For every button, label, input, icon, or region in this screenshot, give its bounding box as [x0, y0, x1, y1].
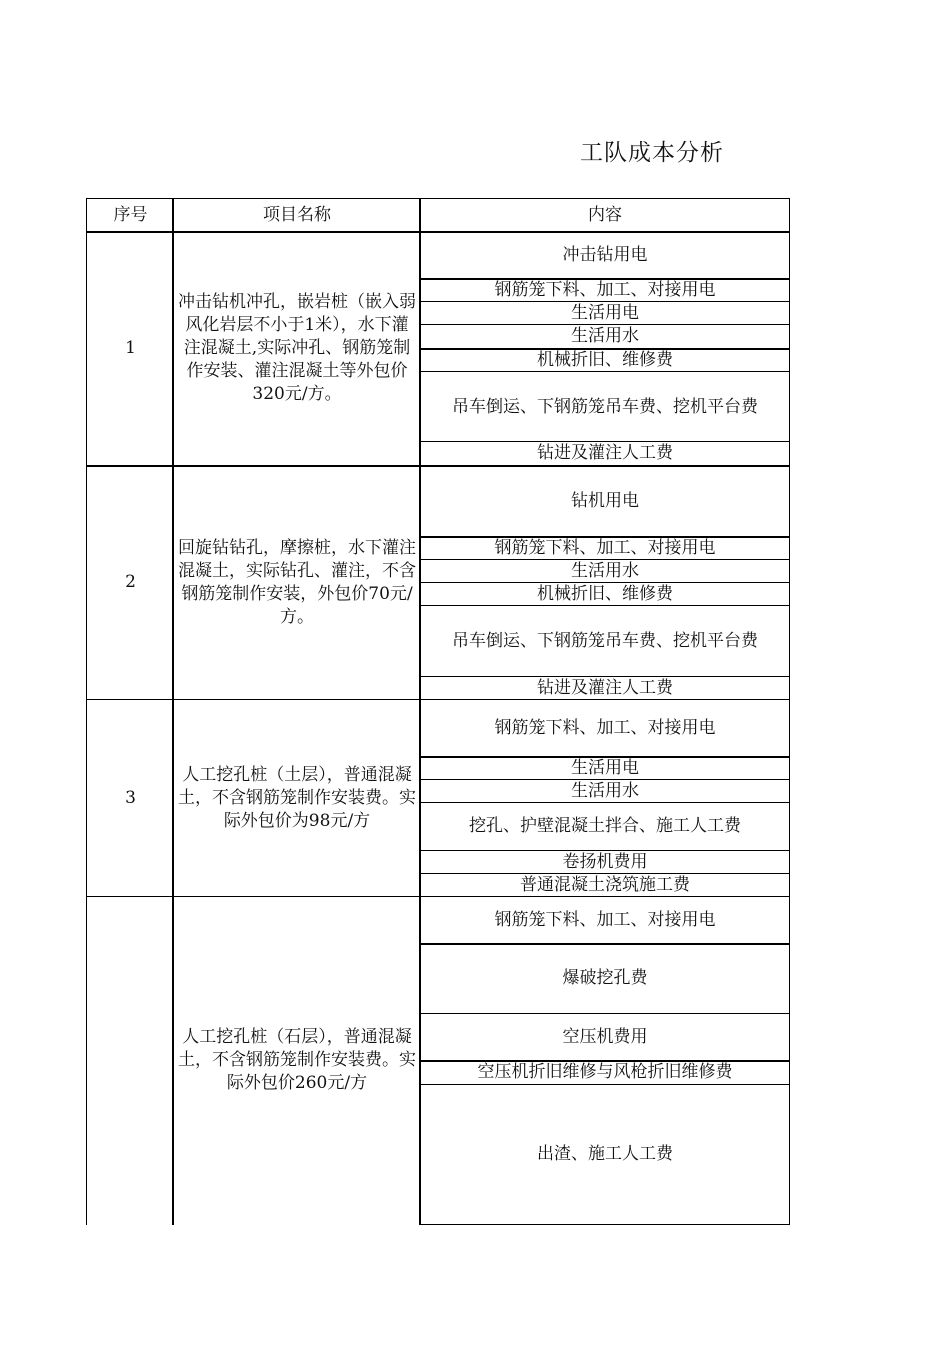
grid-line — [419, 605, 790, 606]
group-1-item-1: 冲击钻用电 — [562, 244, 648, 265]
group-3-seq: 3 — [125, 787, 136, 808]
grid-line — [419, 559, 790, 560]
group-1-item-4: 生活用水 — [571, 326, 639, 346]
grid-line — [419, 1060, 790, 1062]
grid-line — [86, 896, 790, 897]
group-4-seq — [88, 897, 173, 1224]
group-1-item-6: 吊车倒运、下钢筋笼吊车费、挖机平台费 — [452, 396, 758, 417]
grid-line — [419, 850, 790, 851]
grid-line — [419, 756, 790, 758]
group-1-name: 冲击钻机冲孔，嵌岩桩（嵌入弱风化岩层不小于1米），水下灌注混凝土,实际冲孔、钢筋笼制作安装、灌注混凝土等外包价320元/方。 — [178, 292, 416, 404]
group-1-item-3: 生活用电 — [571, 303, 639, 323]
group-3-item-1: 钢筋笼下料、加工、对接用电 — [494, 717, 716, 738]
group-2-item-6: 钻进及灌注人工费 — [537, 677, 673, 698]
group-2-item-3: 生活用水 — [571, 560, 639, 581]
grid-line — [419, 198, 421, 1225]
grid-line — [419, 779, 790, 780]
group-2-item-1: 钻机用电 — [571, 490, 639, 511]
grid-line — [419, 1224, 790, 1225]
header-content: 内容 — [588, 205, 622, 225]
group-4-item-2: 爆破挖孔费 — [562, 968, 648, 988]
grid-line — [419, 873, 790, 874]
group-4-item-5: 出渣、施工人工费 — [537, 1144, 673, 1164]
grid-line — [86, 231, 790, 233]
grid-line — [419, 324, 790, 325]
group-1-seq: 1 — [125, 338, 136, 358]
group-2-seq: 2 — [125, 572, 136, 592]
grid-line — [419, 676, 790, 677]
grid-line — [419, 582, 790, 583]
group-4-name: 人工挖孔桩（石层），普通混凝土，不含钢筋笼制作安装费。实际外包价260元/方 — [178, 1027, 416, 1093]
header-seq: 序号 — [113, 205, 148, 225]
group-1-item-2: 钢筋笼下料、加工、对接用电 — [494, 280, 716, 300]
grid-line — [419, 536, 790, 538]
grid-line — [419, 1013, 790, 1014]
grid-line — [419, 301, 790, 302]
grid-line — [419, 348, 790, 350]
grid-line — [419, 802, 790, 803]
group-2-name: 回旋钻钻孔，摩擦桩，水下灌注混凝土，实际钻孔、灌注，不含钢筋笼制作安装，外包价70元/方。 — [178, 537, 416, 627]
grid-line — [419, 441, 790, 442]
group-2-item-5: 吊车倒运、下钢筋笼吊车费、挖机平台费 — [452, 630, 758, 651]
group-3-item-3: 生活用水 — [571, 780, 639, 801]
group-3-item-4: 挖孔、护壁混凝土拌合、施工人工费 — [469, 816, 741, 836]
group-1-item-5: 机械折旧、维修费 — [537, 349, 673, 370]
group-4-item-4: 空压机折旧维修与风枪折旧维修费 — [477, 1062, 733, 1082]
group-3-name: 人工挖孔桩（土层），普通混凝土，不含钢筋笼制作安装费。实际外包价为98元/方 — [178, 764, 416, 831]
group-3-item-6: 普通混凝土浇筑施工费 — [520, 874, 690, 895]
group-2-item-4: 机械折旧、维修费 — [537, 583, 673, 604]
group-4-item-1: 钢筋笼下料、加工、对接用电 — [494, 909, 716, 930]
group-4-item-3: 空压机费用 — [562, 1026, 648, 1047]
group-2-item-2: 钢筋笼下料、加工、对接用电 — [494, 537, 716, 558]
grid-line — [86, 198, 790, 199]
group-3-item-2: 生活用电 — [571, 757, 639, 778]
grid-line — [172, 198, 174, 1225]
grid-line — [419, 943, 790, 945]
grid-line — [419, 1084, 790, 1085]
grid-line — [86, 699, 790, 700]
header-name: 项目名称 — [263, 205, 331, 225]
page-title: 工队成本分析 — [580, 140, 724, 166]
grid-line — [86, 465, 790, 467]
grid-line — [419, 371, 790, 372]
group-1-item-7: 钻进及灌注人工费 — [537, 443, 673, 463]
grid-line — [419, 278, 790, 280]
group-3-item-5: 卷扬机费用 — [562, 851, 648, 872]
grid-line — [789, 198, 790, 1225]
grid-line — [86, 198, 87, 1225]
